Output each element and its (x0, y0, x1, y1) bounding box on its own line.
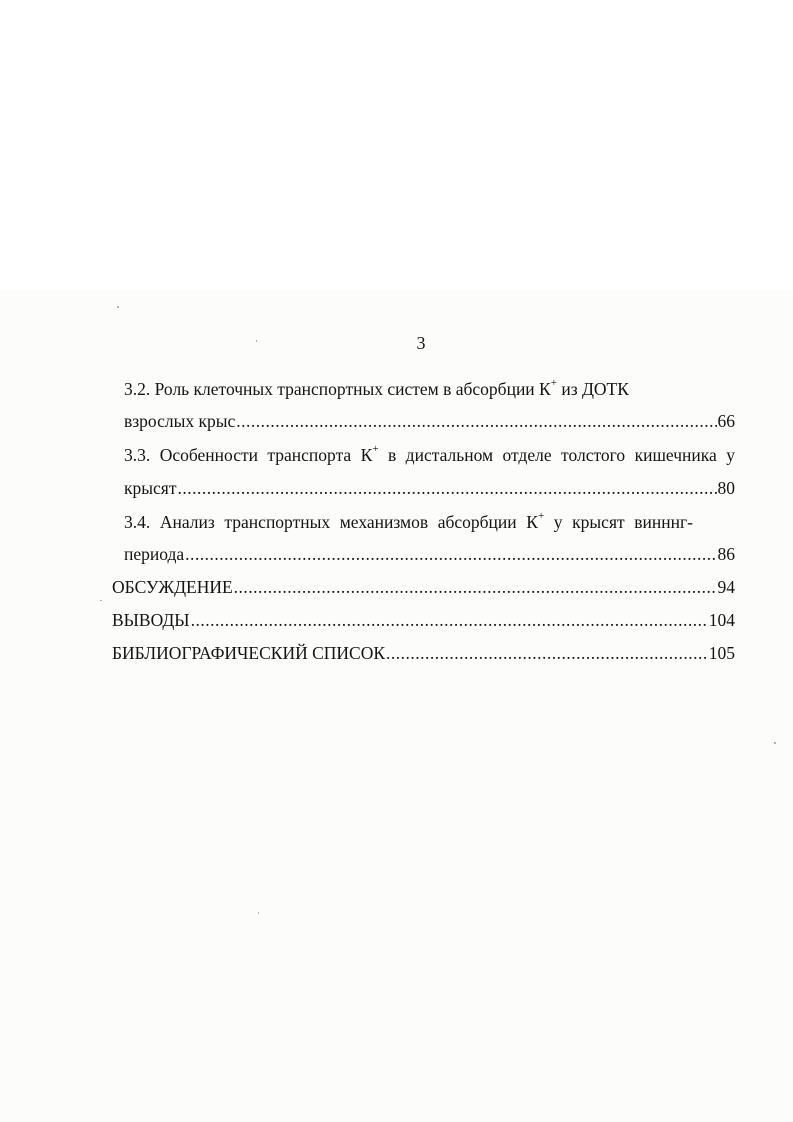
toc-entry-text: ОБСУЖДЕНИЕ (112, 577, 233, 597)
toc-page-number: 86 (717, 544, 735, 564)
scan-speck (258, 912, 259, 914)
toc-entry-text: крысят (124, 478, 177, 498)
toc-entry-discussion[interactable] (112, 575, 735, 599)
dot-leader (236, 409, 716, 433)
dot-leader (191, 608, 708, 632)
toc-entry-3-2-line-2[interactable] (124, 409, 735, 433)
scan-speck (117, 306, 119, 308)
toc-entry-text: 3.4. Анализ транспортных механизмов абсорбции К+ у крысят винннг- (124, 510, 693, 532)
toc-entry-bibliography[interactable] (112, 641, 735, 665)
toc-entry-text: ВЫВОДЫ (112, 610, 190, 630)
page-background-top (0, 0, 793, 290)
toc-page-number: 80 (717, 478, 735, 498)
toc-page-number: 105 (708, 643, 735, 663)
toc-entry-text: взрослых крыс (124, 411, 236, 431)
toc-page-number: 94 (717, 577, 735, 597)
page-number: 3 (416, 333, 426, 353)
toc-entry-text: 3.2. Роль клеточных транспортных систем в абсорбции К+ из ДОТК (124, 377, 629, 399)
toc-entry-3-3-line-1 (124, 443, 735, 467)
dot-leader (185, 542, 716, 566)
toc-entry-3-4-line-1 (124, 510, 693, 534)
toc-entry-3-3-line-2[interactable] (124, 476, 735, 500)
dot-leader (177, 476, 716, 500)
dot-leader (234, 575, 717, 599)
toc-entry-text: 3.3. Особенности транспорта К+ в дистальном отделе толстого кишечника у (124, 443, 735, 465)
toc-page-number: 104 (708, 610, 735, 630)
dot-leader (386, 641, 708, 665)
scan-speck (774, 742, 776, 744)
toc-entry-3-4-line-2[interactable] (124, 542, 735, 566)
toc-entry-text: периода (124, 544, 185, 564)
toc-entry-3-2-line-1 (124, 377, 735, 401)
toc-page-number: 66 (717, 411, 735, 431)
toc-entry-conclusions[interactable] (112, 608, 735, 632)
scan-speck (100, 600, 102, 601)
toc-entry-text: БИБЛИОГРАФИЧЕСКИЙ СПИСОК (112, 643, 386, 663)
